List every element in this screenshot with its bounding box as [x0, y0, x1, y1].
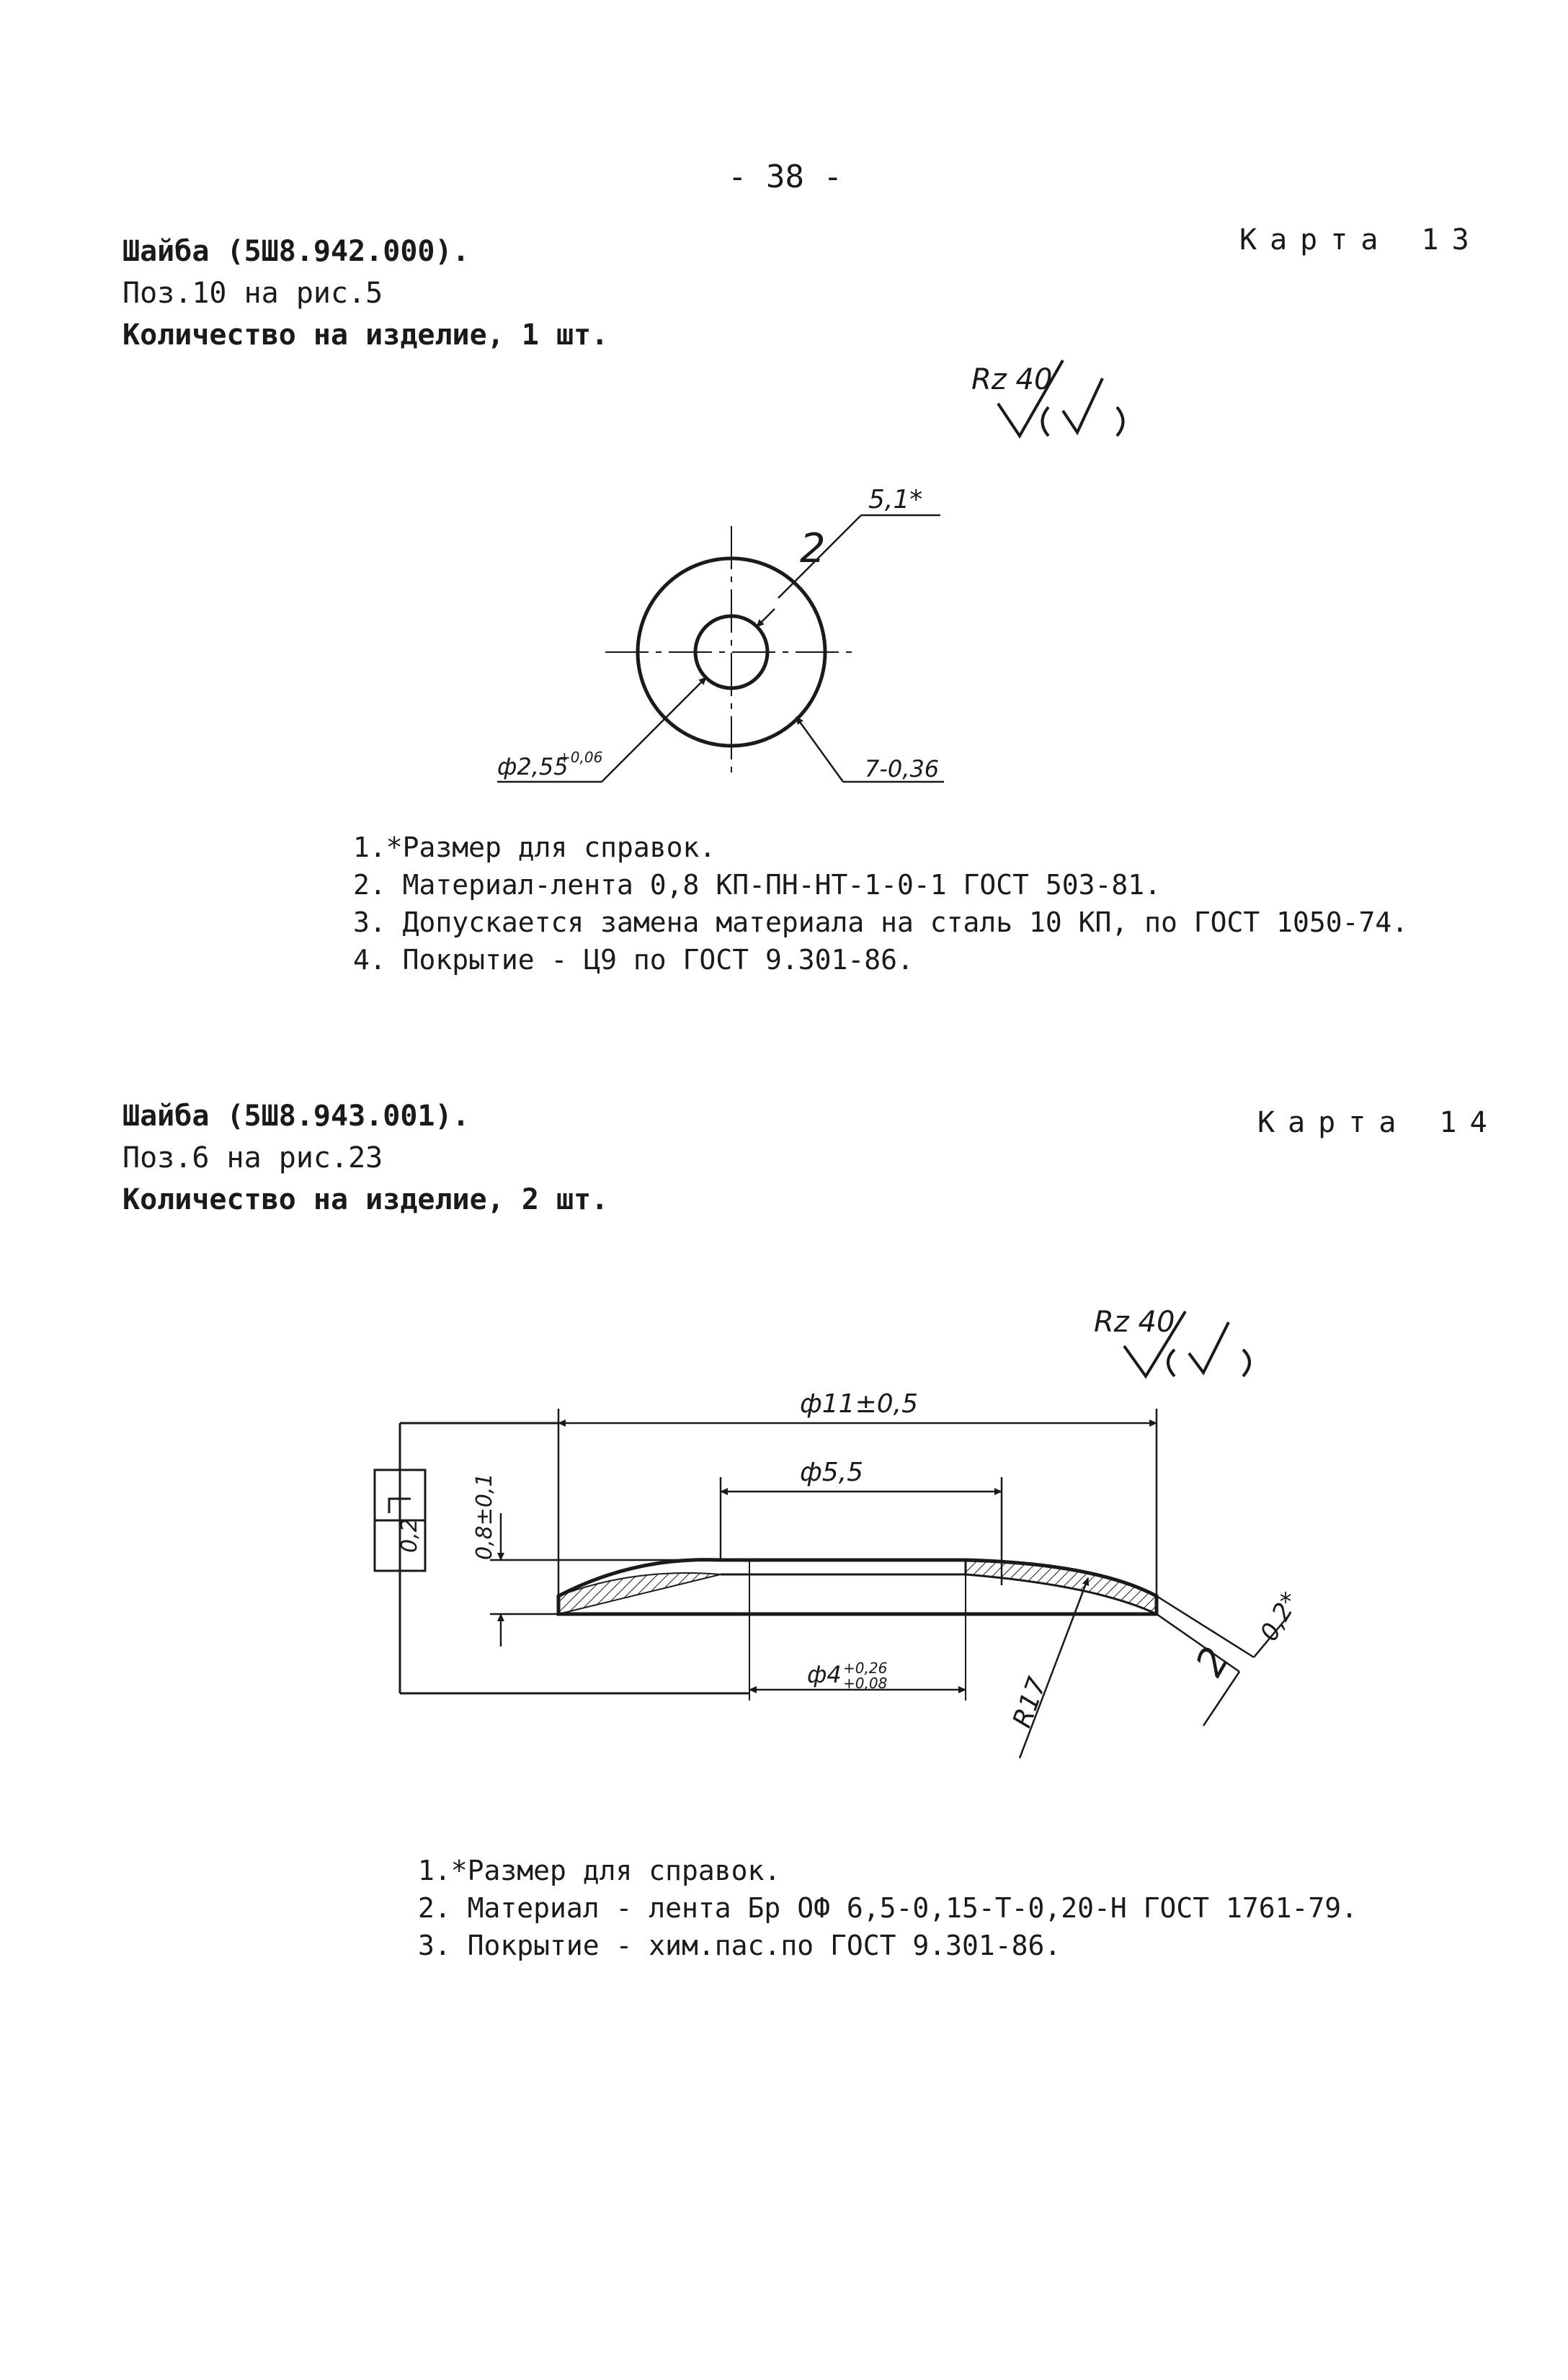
section2-note-1: 1.*Размер для справок.: [418, 1855, 781, 1886]
washer2-section-hatch: [966, 1560, 1157, 1614]
section1-card-label: Карта 13: [1239, 223, 1482, 257]
section2-card-label: Карта 14: [1257, 1106, 1500, 1139]
washer2-roughness-symbol: [1094, 1306, 1250, 1376]
washer2-thickness-dim: 0,2*: [1255, 1587, 1306, 1646]
washer1-diameter-dim: ф2,55: [497, 753, 569, 780]
section2-position: Поз.6 на рис.23: [122, 1141, 383, 1175]
washer2-angle-symbol: 2: [1186, 1639, 1239, 1684]
page-number: - 38 -: [728, 159, 842, 195]
washer1-angle-symbol: 2: [800, 525, 826, 572]
washer1-diameter-tol: +0,06: [558, 749, 603, 766]
washer2-roughness-label: Rz 40: [1094, 1306, 1175, 1339]
section1-note-3: 3. Допускается замена материала на сталь 10 КП, по ГОСТ 1050-74.: [353, 906, 1409, 938]
washer2-flat-dim: ф5,5: [800, 1458, 864, 1487]
section1-note-1: 1.*Размер для справок.: [353, 832, 716, 863]
section1-notes: [353, 829, 1408, 979]
washer1-ref-dim: 5,1*: [868, 485, 923, 514]
section1-position: Поз.10 на рис.5: [122, 277, 383, 310]
washer2-bore-tol-upper: +0,26: [843, 1659, 888, 1677]
washer2-flatness-value: 0,2: [397, 1518, 422, 1553]
washer2-radius-leader: [1020, 1578, 1088, 1758]
section2-note-2: 2. Материал - лента Бр ОФ 6,5-0,15-Т-0,20-Н ГОСТ 1761-79.: [418, 1892, 1358, 1924]
section1-title: Шайба (5Ш8.942.000).: [122, 235, 470, 268]
section2-title: Шайба (5Ш8.943.001).: [122, 1100, 470, 1133]
section2-notes: [418, 1852, 1358, 1964]
washer2-bore-tol-lower: +0,08: [843, 1675, 888, 1692]
washer1-roughness-symbol: [971, 360, 1123, 436]
section1-note-2: 2. Материал-лента 0,8 КП-ПН-НТ-1-0-1 ГОСТ 503-81.: [353, 869, 1162, 901]
washer2-height-dim: 0,8±0,1: [472, 1473, 497, 1560]
washer2-drawing: [375, 1306, 1290, 1758]
washer2-outer-dim: ф11±0,5: [800, 1389, 919, 1419]
section1-quantity: Количество на изделие, 1 шт.: [122, 318, 609, 352]
section2-note-3: 3. Покрытие - хим.пас.по ГОСТ 9.301-86.: [418, 1930, 1061, 1961]
section2-quantity: Количество на изделие, 2 шт.: [122, 1183, 609, 1216]
washer2-section-hatch-left: [558, 1573, 721, 1614]
washer2-flat-dim-lines: [721, 1477, 1002, 1585]
section1-note-4: 4. Покрытие - Ц9 по ГОСТ 9.301-86.: [353, 944, 914, 976]
washer2-bore-dim: ф4: [807, 1661, 842, 1688]
washer2-radius-dim: R17: [1007, 1673, 1053, 1732]
washer1-roughness-label: Rz 40: [971, 363, 1053, 396]
washer1-outer-dim: 7-0,36: [865, 755, 940, 783]
